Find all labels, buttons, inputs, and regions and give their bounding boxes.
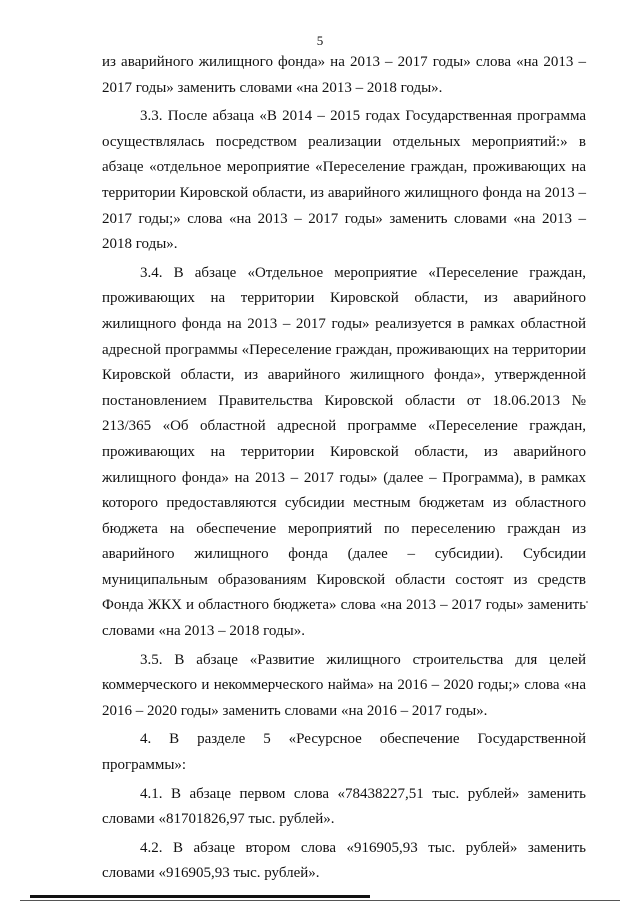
scan-edge-line — [0, 885, 640, 905]
paragraph-3-4: 3.4. В абзаце «Отдельное мероприятие «Переселение граждан, проживающих на территории Кировской области, из аварийного жилищного фонда на 2013 – 2017 годы» реализуется в рамках областной адресной программы «Переселение граждан, проживающих на территории Кировской области, из аварийного жилищного фонда», утвержденной постановлением Правительства Кировской области от 18.06.2013 № 213/365 «Об областной адресной программе «Переселение граждан, проживающих на территории Кировской области, из аварийного жилищного фонда» на 2013 – 2017 годы» (далее – Программа), в рамках которого предоставляются субсидии местным бюджетам из областного бюджета на обеспечение мероприятий по переселению граждан из аварийного жилищного фонда (далее – субсидии). Субсидии муниципальным образованиям Кировской области состоят из средств Фонда ЖКХ и областного бюджета» слова «на 2013 – 2017 годы» заменить словами «на 2013 – 2018 годы». — [102, 264, 586, 640]
document-body — [102, 50, 586, 890]
scan-edge-thick — [30, 895, 370, 898]
paragraph-4-1: 4.1. В абзаце первом слова «78438227,51 тыс. рублей» заменить словами «81701826,97 тыс. рублей». — [102, 785, 586, 828]
page-number: 5 — [316, 33, 324, 48]
scan-speck — [586, 601, 588, 603]
paragraph-3-3: 3.3. После абзаца «В 2014 – 2015 годах Государственная программа осуществлялась посредством реализации отдельных мероприятий:» в абзаце «отдельное мероприятие «Переселение граждан, проживающих на территории Кировской области, из аварийного жилищного фонда на 2013 – 2017 годы;» слова «на 2013 – 2017 годы» заменить словами «на 2013 – 2018 годы». — [102, 108, 586, 253]
paragraph-3-5: 3.5. В абзаце «Развитие жилищного строительства для целей коммерческого и некоммерческого найма» на 2016 – 2020 годы;» слова «на 2016 – 2020 годы» заменить словами «на 2016 – 2017 годы». — [102, 651, 586, 719]
scan-edge-thin — [20, 900, 620, 901]
paragraph-4: 4. В разделе 5 «Ресурсное обеспечение Государственной программы»: — [102, 731, 586, 774]
paragraph-4-2: 4.2. В абзаце втором слова «916905,93 тыс. рублей» заменить словами «916905,93 тыс. рублей». — [102, 839, 586, 882]
paragraph-continuation: из аварийного жилищного фонда» на 2013 – 2017 годы» слова «на 2013 – 2017 годы» заменить словами «на 2013 – 2018 годы». — [102, 54, 586, 96]
